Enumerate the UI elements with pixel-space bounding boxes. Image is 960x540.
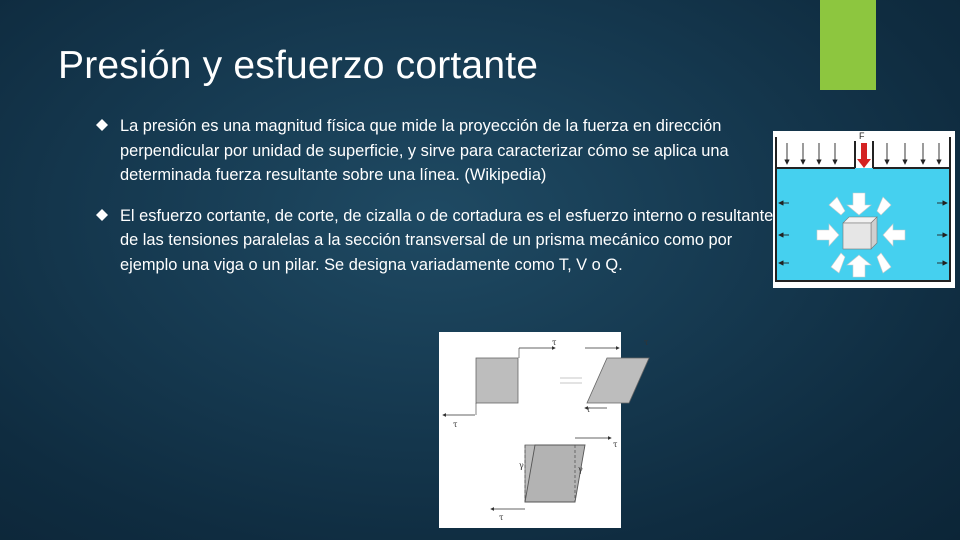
bullet-text: El esfuerzo cortante, de corte, de cizalla o de cortadura es el esfuerzo interno o resultante de las tensiones paralelas a la sección transversal de un prisma mecánico como por ejemplo una viga o un pilar. Se designa variadamente como T, V o Q.: [120, 206, 774, 274]
force-label: F: [859, 131, 865, 141]
shear-stress-diagram: [439, 332, 649, 528]
force-arrow: [861, 143, 867, 159]
tau-label: τ: [586, 405, 591, 414]
tau-label: τ: [453, 420, 458, 429]
gamma-label: γ: [578, 465, 583, 474]
bullet-list: [96, 114, 776, 294]
bullet-item: [96, 114, 776, 188]
tau-label: τ: [552, 338, 557, 347]
undeformed-element: [476, 358, 518, 403]
pressure-diagram: [773, 131, 955, 288]
diamond-bullet-icon: [96, 209, 108, 221]
sheared-element: [525, 445, 585, 502]
bullet-text: La presión es una magnitud física que mide la proyección de la fuerza en dirección perpendicular por unidad de superficie, y sirve para caracterizar cómo se aplica una determinada fuerza resultante sobre una línea. (Wikipedia): [120, 117, 729, 185]
slide-title: Presión y esfuerzo cortante: [58, 44, 539, 87]
tau-label: τ: [644, 338, 649, 347]
accent-bar: [820, 0, 876, 90]
cube-element: [843, 217, 877, 249]
gamma-label: γ: [519, 461, 524, 470]
tau-label: τ: [613, 440, 618, 449]
tau-label: τ: [499, 513, 504, 522]
diamond-bullet-icon: [96, 119, 108, 131]
deformed-element: [587, 358, 649, 403]
bullet-item: [96, 204, 776, 278]
